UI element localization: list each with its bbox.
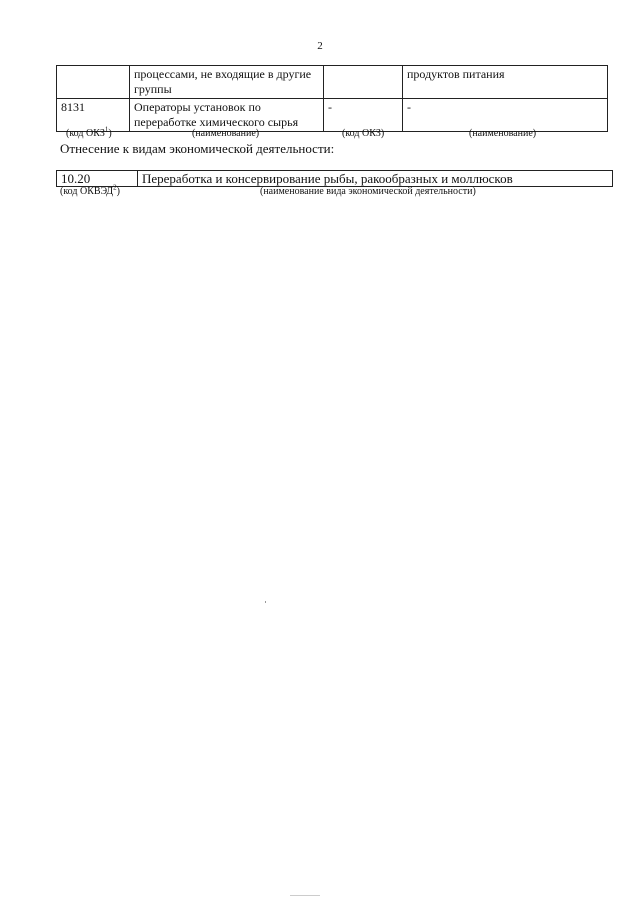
okz-code-cell: [57, 66, 130, 99]
okved-name-cell: Переработка и консервирование рыбы, ракообразных и моллюсков: [138, 171, 613, 187]
okz-related-code-cell: -: [324, 99, 403, 132]
caption-okz-code: [66, 125, 112, 139]
caption-related-code: (код ОКЗ): [342, 128, 385, 139]
footnote-mark: 2: [113, 183, 117, 192]
caption-related-name: (наименование): [469, 128, 537, 139]
okz-code-cell: 8131: [57, 99, 130, 132]
caption-okved-name: (наименование вида экономической деятельности): [260, 186, 476, 197]
okz-related-code-cell: [324, 66, 403, 99]
table-row: [57, 66, 608, 99]
caption-text: ): [108, 128, 112, 139]
section-title: Отнесение к видам экономической деятельности:: [60, 141, 335, 156]
table-row: [57, 99, 608, 132]
table-row: [57, 171, 613, 187]
page-number: 2: [317, 40, 323, 52]
okz-related-name-cell: продуктов питания: [403, 66, 608, 99]
okz-captions: [56, 125, 616, 140]
caption-name: (наименование): [192, 128, 260, 139]
okved-code-cell: 10.20: [57, 171, 138, 187]
scan-speck: [265, 601, 266, 603]
okved-table: [56, 170, 613, 187]
caption-text: ): [116, 186, 120, 197]
footnote-mark: 1: [104, 125, 109, 134]
caption-okved-code: [60, 183, 120, 197]
caption-text: (код ОКВЭД: [60, 186, 114, 197]
okz-name-cell: Операторы установок по переработке химического сырья: [130, 99, 324, 132]
caption-text: (код ОКЗ: [66, 128, 105, 139]
okz-name-cell: процессами, не входящие в другие группы: [130, 66, 324, 99]
okved-captions: [56, 183, 616, 198]
scan-speck: [290, 895, 320, 896]
okz-related-name-cell: -: [403, 99, 608, 132]
okz-table: [56, 65, 608, 132]
